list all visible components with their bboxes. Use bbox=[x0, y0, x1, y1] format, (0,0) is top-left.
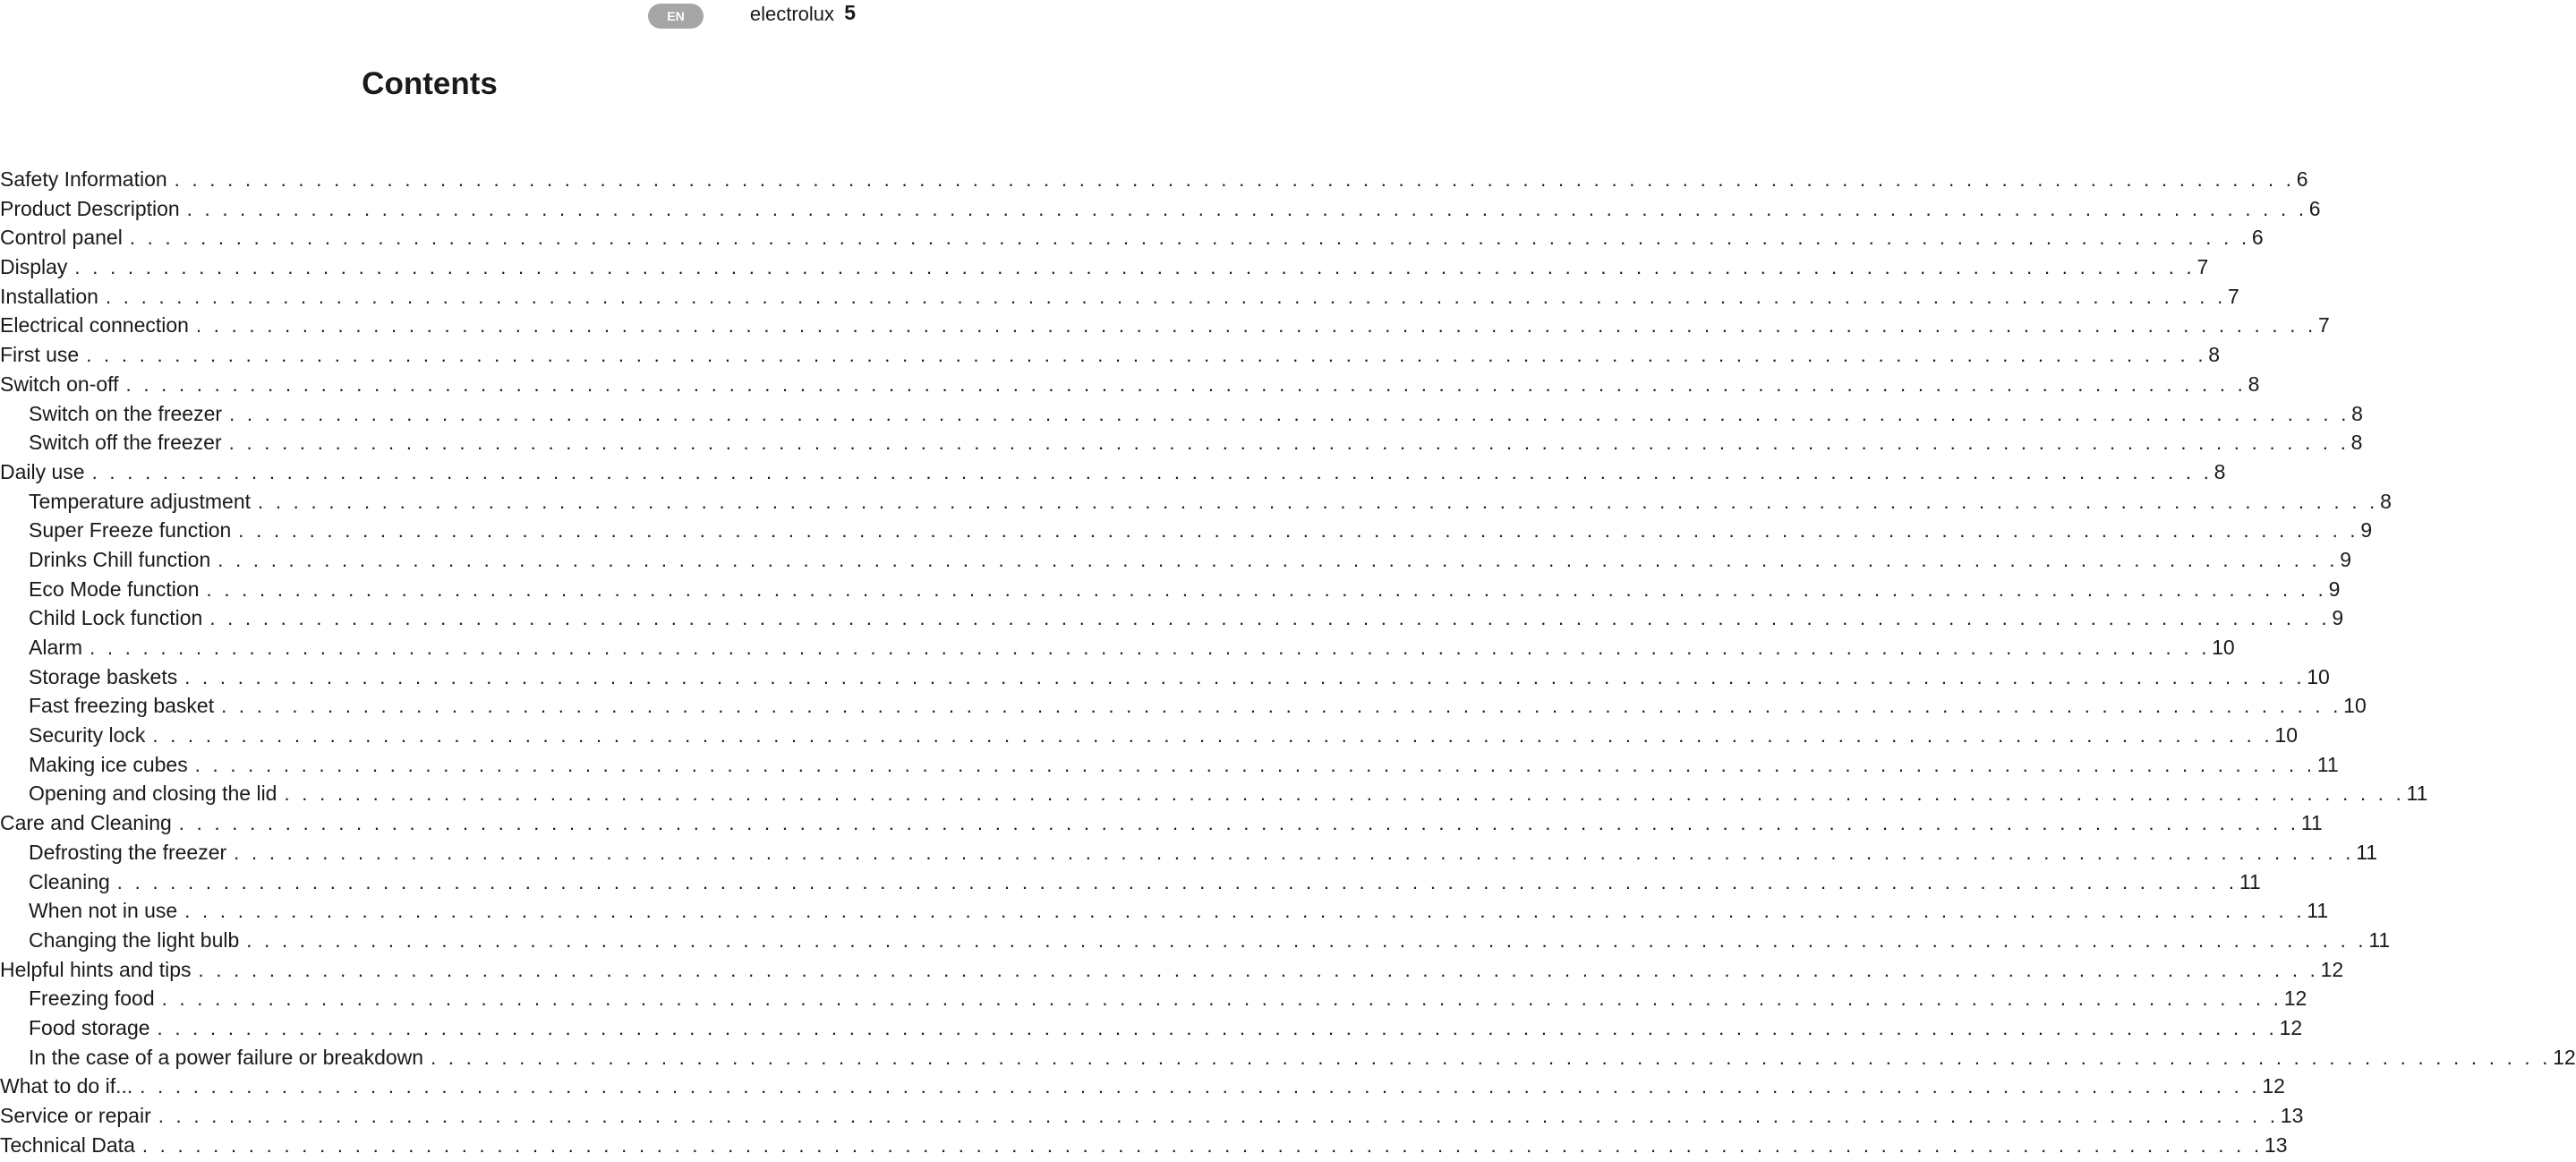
dot-leader: . . . . . . . . . . . . . . . . . . . . . . . . . . . . . . . . . . . . . . . . . . . . . . . . . . . . . . . . . . . . . . . . . . . . . . . . . . . . . . . . . . . . . . . . . . . . . . . . . . . . . . . . . . . . . . . . . . . . . . . . bbox=[91, 460, 2213, 483]
toc-entry-label: Temperature adjustment bbox=[29, 489, 252, 513]
toc-entry-page: 10 bbox=[2212, 636, 2235, 659]
toc-entry-page: 10 bbox=[2307, 664, 2330, 688]
dot-leader: . . . . . . . . . . . . . . . . . . . . . . . . . . . . . . . . . . . . . . . . . . . . . . . . . . . . . . . . . . . . . . . . . . . . . . . . . . . . . . . . . . . . . . . . . . . . . . . . . . . . . . . . . . . . . . . . . . . . . . . . bbox=[158, 1105, 2279, 1127]
dot-leader: . . . . . . . . . . . . . . . . . . . . . . . . . . . . . . . . . . . . . . . . . . . . . . . . . . . . . . . . . . . . . . . . . . . . . . . . . . . . . . . . . . . . . . . . . . . . . . . . . . . . . . . . . . . . . . . . . . . . . . . . bbox=[105, 285, 2227, 308]
toc-entry-page: 11 bbox=[2406, 782, 2428, 806]
toc-entry[interactable] bbox=[0, 927, 2391, 958]
toc-entry[interactable] bbox=[0, 255, 2209, 285]
dot-leader: . . . . . . . . . . . . . . . . . . . . . . . . . . . . . . . . . . . . . . . . . . . . . . . . . . . . . . . . . . . . . . . . . . . . . . . . . . . . . . . . . . . . . . . . . . . . . . . . . . . . . . . . . . . . . . . . . . . . . . . . bbox=[234, 841, 2355, 864]
toc-entry-label: Product Description bbox=[0, 196, 180, 220]
toc-entry-label: Switch on the freezer bbox=[29, 401, 223, 425]
toc-entry-label: Care and Cleaning bbox=[0, 811, 172, 835]
toc-entry-label: What to do if... bbox=[0, 1074, 133, 1098]
toc-entry-label: Switch off the freezer bbox=[29, 431, 222, 455]
toc-entry-label: Display bbox=[0, 255, 68, 279]
toc-entry-page: 9 bbox=[2328, 577, 2341, 601]
toc-entry-page: 8 bbox=[2208, 343, 2221, 367]
toc-entry-page: 11 bbox=[2307, 899, 2329, 923]
toc-entry-page: 8 bbox=[2213, 459, 2226, 483]
toc-entry-page: 11 bbox=[2356, 840, 2378, 864]
toc-entry[interactable] bbox=[0, 606, 2344, 636]
toc-entry[interactable] bbox=[0, 431, 2363, 460]
toc-entry[interactable] bbox=[0, 664, 2330, 695]
toc-entry[interactable] bbox=[0, 489, 2392, 519]
brand-name: electrolux bbox=[749, 3, 834, 25]
language-badge: EN bbox=[648, 4, 704, 29]
dot-leader: . . . . . . . . . . . . . . . . . . . . . . . . . . . . . . . . . . . . . . . . . . . . . . . . . . . . . . . . . . . . . . . . . . . . . . . . . . . . . . . . . . . . . . . . . . . . . . . . . . . . . . . . . . . . . . . . . . . . . . . . bbox=[221, 695, 2342, 718]
dot-leader: . . . . . . . . . . . . . . . . . . . . . . . . . . . . . . . . . . . . . . . . . . . . . . . . . . . . . . . . . . . . . . . . . . . . . . . . . . . . . . . . . . . . . . . . . . . . . . . . . . . . . . . . . . . . . . . . . . . . . . . . bbox=[194, 753, 2316, 776]
dot-leader: . . . . . . . . . . . . . . . . . . . . . . . . . . . . . . . . . . . . . . . . . . . . . . . . . . . . . . . . . . . . . . . . . . . . . . . . . . . . . . . . . . . . . . . . . . . . . . . . . . . . . . . . . . . . . . . . . . . . . . . . bbox=[140, 1075, 2261, 1098]
toc-entry-page: 12 bbox=[2279, 1015, 2303, 1039]
toc-entry-page: 7 bbox=[2318, 313, 2330, 337]
toc-entry-label: Helpful hints and tips bbox=[0, 957, 192, 981]
toc-entry[interactable] bbox=[0, 723, 2299, 753]
dot-leader: . . . . . . . . . . . . . . . . . . . . . . . . . . . . . . . . . . . . . . . . . . . . . . . . . . . . . . . . . . . . . . . . . . . . . . . . . . . . . . . . . . . . . . . . . . . . . . . . . . . . . . . . . . . . . . . . . . . . . . . . bbox=[218, 548, 2339, 571]
toc-entry-label: Installation bbox=[0, 284, 98, 308]
toc-entry[interactable] bbox=[0, 401, 2363, 431]
toc-entry-page: 11 bbox=[2368, 927, 2391, 952]
toc-entry-page: 9 bbox=[2332, 606, 2344, 630]
toc-entry-label: Control panel bbox=[0, 226, 123, 250]
dot-leader: . . . . . . . . . . . . . . . . . . . . . . . . . . . . . . . . . . . . . . . . . . . . . . . . . . . . . . . . . . . . . . . . . . . . . . . . . . . . . . . . . . . . . . . . . . . . . . . . . . . . . . . . . . . . . . . . . . . . . . . . bbox=[195, 314, 2316, 337]
toc-entry[interactable] bbox=[0, 343, 2221, 372]
dot-leader: . . . . . . . . . . . . . . . . . . . . . . . . . . . . . . . . . . . . . . . . . . . . . . . . . . . . . . . . . . . . . . . . . . . . . . . . . . . . . . . . . . . . . . . . . . . . . . . . . . . . . . . . . . . . . . . . . . . . . . . . bbox=[284, 782, 2405, 806]
toc-entry[interactable] bbox=[0, 1132, 2288, 1162]
toc-entry-label: Food storage bbox=[29, 1015, 150, 1039]
toc-entry[interactable] bbox=[0, 840, 2378, 870]
toc-entry-page: 6 bbox=[2251, 226, 2264, 250]
toc-entry-label: Daily use bbox=[0, 459, 85, 483]
toc-entry-label: First use bbox=[0, 343, 80, 367]
toc-entry-label: Security lock bbox=[29, 723, 146, 748]
toc-entry[interactable] bbox=[0, 957, 2344, 987]
toc-entry-page: 12 bbox=[2553, 1045, 2576, 1069]
toc-entry[interactable] bbox=[0, 313, 2330, 343]
page-number: 5 bbox=[844, 1, 856, 24]
dot-leader: . . . . . . . . . . . . . . . . . . . . . . . . . . . . . . . . . . . . . . . . . . . . . . . . . . . . . . . . . . . . . . . . . . . . . . . . . . . . . . . . . . . . . . . . . . . . . . . . . . . . . . . . . . . . . . . . . . . . . . . . bbox=[74, 256, 2196, 279]
toc-entry-page: 6 bbox=[2296, 167, 2308, 191]
toc-entry[interactable] bbox=[0, 518, 2373, 548]
toc-entry-label: Eco Mode function bbox=[29, 577, 200, 601]
toc-entry-label: Storage baskets bbox=[29, 664, 178, 688]
toc-entry[interactable] bbox=[0, 372, 2260, 402]
toc-entry-label: In the case of a power failure or breakdown bbox=[29, 1045, 424, 1069]
dot-leader: . . . . . . . . . . . . . . . . . . . . . . . . . . . . . . . . . . . . . . . . . . . . . . . . . . . . . . . . . . . . . . . . . . . . . . . . . . . . . . . . . . . . . . . . . . . . . . . . . . . . . . . . . . . . . . . . . . . . . . . . bbox=[152, 724, 2273, 748]
toc-entry-label: Opening and closing the lid bbox=[29, 782, 277, 806]
toc-entry[interactable] bbox=[0, 1104, 2304, 1133]
toc-entry[interactable] bbox=[0, 899, 2329, 928]
toc-entry-label: Service or repair bbox=[0, 1104, 151, 1127]
toc-entry-page: 10 bbox=[2343, 694, 2367, 718]
toc-entry-page: 7 bbox=[2196, 255, 2209, 279]
toc-entry-page: 10 bbox=[2274, 723, 2299, 748]
toc-entry-label: Cleaning bbox=[29, 869, 110, 893]
dot-leader: . . . . . . . . . . . . . . . . . . . . . . . . . . . . . . . . . . . . . . . . . . . . . . . . . . . . . . . . . . . . . . . . . . . . . . . . . . . . . . . . . . . . . . . . . . . . . . . . . . . . . . . . . . . . . . . . . . . . . . . . bbox=[141, 1133, 2263, 1157]
toc-entry-page: 8 bbox=[2248, 372, 2260, 396]
dot-leader: . . . . . . . . . . . . . . . . . . . . . . . . . . . . . . . . . . . . . . . . . . . . . . . . . . . . . . . . . . . . . . . . . . . . . . . . . . . . . . . . . . . . . . . . . . . . . . . . . . . . . . . . . . . . . . . . . . . . . . . . bbox=[228, 431, 2350, 455]
toc-entry-label: Making ice cubes bbox=[29, 752, 188, 776]
toc-entry-page: 8 bbox=[2380, 489, 2392, 513]
dot-leader: . . . . . . . . . . . . . . . . . . . . . . . . . . . . . . . . . . . . . . . . . . . . . . . . . . . . . . . . . . . . . . . . . . . . . . . . . . . . . . . . . . . . . . . . . . . . . . . . . . . . . . . . . . . . . . . . . . . . . . . . bbox=[129, 226, 2250, 250]
dot-leader: . . . . . . . . . . . . . . . . . . . . . . . . . . . . . . . . . . . . . . . . . . . . . . . . . . . . . . . . . . . . . . . . . . . . . . . . . . . . . . . . . . . . . . . . . . . . . . . . . . . . . . . . . . . . . . . . . . . . . . . . bbox=[184, 665, 2306, 688]
dot-leader: . . . . . . . . . . . . . . . . . . . . . . . . . . . . . . . . . . . . . . . . . . . . . . . . . . . . . . . . . . . . . . . . . . . . . . . . . . . . . . . . . . . . . . . . . . . . . . . . . . . . . . . . . . . . . . . . . . . . . . . . bbox=[125, 372, 2247, 396]
dot-leader: . . . . . . . . . . . . . . . . . . . . . . . . . . . . . . . . . . . . . . . . . . . . . . . . . . . . . . . . . . . . . . . . . . . . . . . . . . . . . . . . . . . . . . . . . . . . . . . . . . . . . . . . . . . . . . . . . . . . . . . . bbox=[198, 958, 2319, 981]
dot-leader: . . . . . . . . . . . . . . . . . . . . . . . . . . . . . . . . . . . . . . . . . . . . . . . . . . . . . . . . . . . . . . . . . . . . . . . . . . . . . . . . . . . . . . . . . . . . . . . . . . . . . . . . . . . . . . . . . . . . . . . . bbox=[184, 900, 2306, 923]
dot-leader: . . . . . . . . . . . . . . . . . . . . . . . . . . . . . . . . . . . . . . . . . . . . . . . . . . . . . . . . . . . . . . . . . . . . . . . . . . . . . . . . . . . . . . . . . . . . . . . . . . . . . . . . . . . . . . . . . . . . . . . . bbox=[178, 812, 2299, 835]
toc-entry-label: When not in use bbox=[29, 899, 178, 923]
dot-leader: . . . . . . . . . . . . . . . . . . . . . . . . . . . . . . . . . . . . . . . . . . . . . . . . . . . . . . . . . . . . . . . . . . . . . . . . . . . . . . . . . . . . . . . . . . . . . . . . . . . . . . . . . . . . . . . . . . . . . . . . bbox=[209, 607, 2331, 630]
toc-entry[interactable] bbox=[0, 547, 2352, 577]
toc-entry-page: 6 bbox=[2308, 196, 2321, 220]
toc-entry[interactable] bbox=[0, 459, 2226, 490]
toc-entry[interactable] bbox=[0, 782, 2428, 811]
page-title: Contents bbox=[362, 66, 498, 101]
toc-entry-page: 11 bbox=[2239, 869, 2261, 893]
toc-entry-label: Drinks Chill function bbox=[29, 547, 211, 571]
toc-entry[interactable] bbox=[0, 167, 2308, 197]
dot-leader: . . . . . . . . . . . . . . . . . . . . . . . . . . . . . . . . . . . . . . . . . . . . . . . . . . . . . . . . . . . . . . . . . . . . . . . . . . . . . . . . . . . . . . . . . . . . . . . . . . . . . . . . . . . . . . . . . . . . . . . . bbox=[229, 402, 2350, 425]
toc-entry-page: 8 bbox=[2351, 401, 2363, 425]
toc-entry[interactable] bbox=[0, 987, 2307, 1016]
toc-entry-page: 7 bbox=[2228, 284, 2239, 308]
toc-entry-page: 13 bbox=[2264, 1132, 2288, 1157]
toc-entry-page: 12 bbox=[2262, 1074, 2285, 1098]
dot-leader: . . . . . . . . . . . . . . . . . . . . . . . . . . . . . . . . . . . . . . . . . . . . . . . . . . . . . . . . . . . . . . . . . . . . . . . . . . . . . . . . . . . . . . . . . . . . . . . . . . . . . . . . . . . . . . . . . . . . . . . . bbox=[246, 928, 2367, 952]
toc-entry[interactable] bbox=[0, 1074, 2285, 1104]
toc-entry[interactable] bbox=[0, 577, 2341, 607]
toc-entry[interactable] bbox=[0, 1015, 2303, 1046]
toc-entry[interactable] bbox=[0, 752, 2339, 782]
toc-entry[interactable] bbox=[0, 811, 2323, 841]
toc-entry-label: Defrosting the freezer bbox=[29, 840, 227, 864]
toc-entry-label: Alarm bbox=[29, 636, 83, 659]
dot-leader: . . . . . . . . . . . . . . . . . . . . . . . . . . . . . . . . . . . . . . . . . . . . . . . . . . . . . . . . . . . . . . . . . . . . . . . . . . . . . . . . . . . . . . . . . . . . . . . . . . . . . . . . . . . . . . . . . . . . . . . . bbox=[258, 490, 2379, 513]
toc-entry[interactable] bbox=[0, 1045, 2576, 1075]
toc-entry-page: 12 bbox=[2320, 957, 2344, 981]
dot-leader: . . . . . . . . . . . . . . . . . . . . . . . . . . . . . . . . . . . . . . . . . . . . . . . . . . . . . . . . . . . . . . . . . . . . . . . . . . . . . . . . . . . . . . . . . . . . . . . . . . . . . . . . . . . . . . . . . . . . . . . . bbox=[90, 637, 2211, 659]
toc-entry[interactable] bbox=[0, 694, 2367, 723]
toc-entry-label: Technical Data bbox=[0, 1132, 135, 1157]
dot-leader: . . . . . . . . . . . . . . . . . . . . . . . . . . . . . . . . . . . . . . . . . . . . . . . . . . . . . . . . . . . . . . . . . . . . . . . . . . . . . . . . . . . . . . . . . . . . . . . . . . . . . . . . . . . . . . . . . . . . . . . . bbox=[157, 1016, 2278, 1039]
toc-entry[interactable] bbox=[0, 636, 2235, 665]
toc-entry-label: Changing the light bulb bbox=[29, 927, 240, 952]
toc-entry-label: Switch on-off bbox=[0, 372, 119, 396]
toc-entry-page: 12 bbox=[2283, 987, 2307, 1011]
toc-entry-page: 9 bbox=[2360, 518, 2373, 543]
dot-leader: . . . . . . . . . . . . . . . . . . . . . . . . . . . . . . . . . . . . . . . . . . . . . . . . . . . . . . . . . . . . . . . . . . . . . . . . . . . . . . . . . . . . . . . . . . . . . . . . . . . . . . . . . . . . . . . . . . . . . . . . bbox=[431, 1046, 2552, 1069]
toc-entry[interactable] bbox=[0, 284, 2239, 314]
toc-entry[interactable] bbox=[0, 869, 2261, 900]
toc-entry-label: Freezing food bbox=[29, 987, 155, 1011]
dot-leader: . . . . . . . . . . . . . . . . . . . . . . . . . . . . . . . . . . . . . . . . . . . . . . . . . . . . . . . . . . . . . . . . . . . . . . . . . . . . . . . . . . . . . . . . . . . . . . . . . . . . . . . . . . . . . . . . . . . . . . . . bbox=[116, 870, 2238, 893]
toc-entry-page: 11 bbox=[2300, 811, 2323, 835]
dot-leader: . . . . . . . . . . . . . . . . . . . . . . . . . . . . . . . . . . . . . . . . . . . . . . . . . . . . . . . . . . . . . . . . . . . . . . . . . . . . . . . . . . . . . . . . . . . . . . . . . . . . . . . . . . . . . . . . . . . . . . . . bbox=[174, 168, 2295, 191]
toc-entry-label: Child Lock function bbox=[29, 606, 203, 630]
toc-entry-page: 8 bbox=[2350, 431, 2363, 455]
toc-entry-page: 11 bbox=[2316, 752, 2339, 776]
dot-leader: . . . . . . . . . . . . . . . . . . . . . . . . . . . . . . . . . . . . . . . . . . . . . . . . . . . . . . . . . . . . . . . . . . . . . . . . . . . . . . . . . . . . . . . . . . . . . . . . . . . . . . . . . . . . . . . . . . . . . . . . bbox=[186, 197, 2307, 220]
dot-leader: . . . . . . . . . . . . . . . . . . . . . . . . . . . . . . . . . . . . . . . . . . . . . . . . . . . . . . . . . . . . . . . . . . . . . . . . . . . . . . . . . . . . . . . . . . . . . . . . . . . . . . . . . . . . . . . . . . . . . . . . bbox=[238, 519, 2359, 543]
table-of-contents bbox=[0, 167, 2576, 1162]
toc-entry-label: Fast freezing basket bbox=[29, 694, 215, 718]
toc-entry[interactable] bbox=[0, 226, 2264, 255]
toc-entry[interactable] bbox=[0, 196, 2321, 226]
dot-leader: . . . . . . . . . . . . . . . . . . . . . . . . . . . . . . . . . . . . . . . . . . . . . . . . . . . . . . . . . . . . . . . . . . . . . . . . . . . . . . . . . . . . . . . . . . . . . . . . . . . . . . . . . . . . . . . . . . . . . . . . bbox=[161, 987, 2282, 1011]
toc-entry-label: Electrical connection bbox=[0, 313, 189, 337]
dot-leader: . . . . . . . . . . . . . . . . . . . . . . . . . . . . . . . . . . . . . . . . . . . . . . . . . . . . . . . . . . . . . . . . . . . . . . . . . . . . . . . . . . . . . . . . . . . . . . . . . . . . . . . . . . . . . . . . . . . . . . . . bbox=[86, 344, 2207, 367]
page-header bbox=[0, 0, 859, 36]
dot-leader: . . . . . . . . . . . . . . . . . . . . . . . . . . . . . . . . . . . . . . . . . . . . . . . . . . . . . . . . . . . . . . . . . . . . . . . . . . . . . . . . . . . . . . . . . . . . . . . . . . . . . . . . . . . . . . . . . . . . . . . . bbox=[206, 577, 2327, 601]
toc-entry-label: Super Freeze function bbox=[29, 518, 232, 543]
toc-entry-page: 9 bbox=[2340, 547, 2352, 571]
toc-entry-label: Safety Information bbox=[0, 167, 167, 191]
toc-entry-page: 13 bbox=[2280, 1104, 2304, 1127]
